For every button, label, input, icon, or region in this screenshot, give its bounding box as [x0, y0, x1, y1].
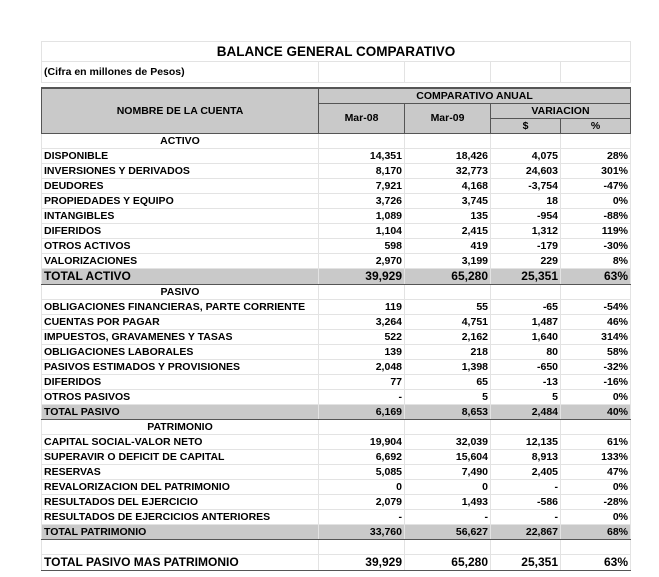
account-label: DEUDORES: [42, 179, 319, 194]
table-row: [42, 510, 631, 525]
value-mar08: 8,170: [319, 164, 405, 179]
account-label: OBLIGACIONES FINANCIERAS, PARTE CORRIENTE: [42, 300, 319, 315]
value-variation: -650: [491, 360, 561, 375]
value-variation: -586: [491, 495, 561, 510]
value-mar09: 56,627: [405, 525, 491, 540]
value-variation: 1,640: [491, 330, 561, 345]
account-label: TOTAL PASIVO: [42, 405, 319, 420]
account-label: CUENTAS POR PAGAR: [42, 315, 319, 330]
value-percent: 28%: [561, 149, 631, 164]
value-variation: 25,351: [491, 269, 561, 285]
table-row: [42, 465, 631, 480]
value-mar08: 119: [319, 300, 405, 315]
table-row: [42, 330, 631, 345]
table-row: [42, 480, 631, 495]
table-row: [42, 239, 631, 254]
value-mar08: 39,929: [319, 555, 405, 571]
table-row: [42, 209, 631, 224]
value-variation: -13: [491, 375, 561, 390]
empty-cell: [491, 540, 561, 555]
table-row: [42, 360, 631, 375]
value-mar09: 65,280: [405, 269, 491, 285]
value-variation: 25,351: [491, 555, 561, 571]
value-mar08: 2,079: [319, 495, 405, 510]
value-mar08: 6,692: [319, 450, 405, 465]
account-label: TOTAL PASIVO MAS PATRIMONIO: [42, 555, 319, 571]
value-mar08: 3,264: [319, 315, 405, 330]
value-percent: 314%: [561, 330, 631, 345]
value-percent: 40%: [561, 405, 631, 420]
header-mar09: Mar-09: [405, 104, 491, 134]
value-variation: 18: [491, 194, 561, 209]
empty-cell: [405, 420, 491, 435]
value-percent: 0%: [561, 390, 631, 405]
value-mar09: 3,745: [405, 194, 491, 209]
value-mar09: 2,415: [405, 224, 491, 239]
empty-cell: [319, 134, 405, 149]
value-mar09: 3,199: [405, 254, 491, 269]
section-header-row: [42, 134, 631, 149]
empty-cell: [491, 420, 561, 435]
value-mar08: 598: [319, 239, 405, 254]
account-label: OTROS ACTIVOS: [42, 239, 319, 254]
value-mar09: 4,168: [405, 179, 491, 194]
value-percent: -16%: [561, 375, 631, 390]
header-variacion: VARIACION: [491, 104, 631, 119]
table-row: [42, 375, 631, 390]
value-mar09: 32,773: [405, 164, 491, 179]
account-label: TOTAL PATRIMONIO: [42, 525, 319, 540]
account-label: OTROS PASIVOS: [42, 390, 319, 405]
account-label: DIFERIDOS: [42, 224, 319, 239]
value-mar08: 2,048: [319, 360, 405, 375]
empty-cell: [561, 134, 631, 149]
value-mar09: 419: [405, 239, 491, 254]
table-row: [42, 450, 631, 465]
value-variation: -179: [491, 239, 561, 254]
value-mar09: 2,162: [405, 330, 491, 345]
table-row: [42, 345, 631, 360]
table-row: [42, 495, 631, 510]
section-header-row: [42, 420, 631, 435]
value-percent: -54%: [561, 300, 631, 315]
account-label: SUPERAVIR O DEFICIT DE CAPITAL: [42, 450, 319, 465]
value-variation: 1,487: [491, 315, 561, 330]
value-mar08: 39,929: [319, 269, 405, 285]
section-title: ACTIVO: [42, 134, 319, 149]
empty-cell: [491, 134, 561, 149]
value-mar08: 1,104: [319, 224, 405, 239]
value-variation: 2,405: [491, 465, 561, 480]
header-pct: %: [561, 119, 631, 134]
value-percent: 46%: [561, 315, 631, 330]
value-variation: -954: [491, 209, 561, 224]
empty-cell: [405, 285, 491, 300]
value-mar09: 7,490: [405, 465, 491, 480]
table-row: [42, 179, 631, 194]
balance-sheet: [41, 41, 631, 571]
account-label: DISPONIBLE: [42, 149, 319, 164]
value-mar08: 139: [319, 345, 405, 360]
value-percent: 0%: [561, 510, 631, 525]
value-mar08: 77: [319, 375, 405, 390]
value-mar09: 218: [405, 345, 491, 360]
value-mar08: 6,169: [319, 405, 405, 420]
value-percent: -30%: [561, 239, 631, 254]
value-percent: 68%: [561, 525, 631, 540]
sheet-title: BALANCE GENERAL COMPARATIVO: [42, 42, 631, 62]
value-variation: 8,913: [491, 450, 561, 465]
value-percent: 0%: [561, 194, 631, 209]
table-row: [42, 194, 631, 209]
value-percent: -28%: [561, 495, 631, 510]
table-row: [42, 315, 631, 330]
empty-cell: [561, 540, 631, 555]
value-mar09: 32,039: [405, 435, 491, 450]
account-label: INTANGIBLES: [42, 209, 319, 224]
value-variation: -65: [491, 300, 561, 315]
empty-cell: [561, 285, 631, 300]
value-mar08: 5,085: [319, 465, 405, 480]
value-percent: 301%: [561, 164, 631, 179]
value-variation: 80: [491, 345, 561, 360]
table-row: [42, 224, 631, 239]
account-label: IMPUESTOS, GRAVAMENES Y TASAS: [42, 330, 319, 345]
value-variation: 24,603: [491, 164, 561, 179]
value-mar09: 5: [405, 390, 491, 405]
account-label: PROPIEDADES Y EQUIPO: [42, 194, 319, 209]
value-mar09: 135: [405, 209, 491, 224]
value-mar09: 65,280: [405, 555, 491, 571]
value-percent: -88%: [561, 209, 631, 224]
value-mar08: 14,351: [319, 149, 405, 164]
value-variation: 2,484: [491, 405, 561, 420]
account-label: REVALORIZACION DEL PATRIMONIO: [42, 480, 319, 495]
value-variation: -3,754: [491, 179, 561, 194]
empty-cell: [319, 285, 405, 300]
account-label: DIFERIDOS: [42, 375, 319, 390]
empty-cell: [405, 134, 491, 149]
section-title: PASIVO: [42, 285, 319, 300]
value-mar09: 55: [405, 300, 491, 315]
header-mar08: Mar-08: [319, 104, 405, 134]
value-mar08: 7,921: [319, 179, 405, 194]
value-percent: 119%: [561, 224, 631, 239]
table-row: [42, 390, 631, 405]
value-mar08: 19,904: [319, 435, 405, 450]
value-percent: 61%: [561, 435, 631, 450]
sheet-subtitle: (Cifra en millones de Pesos): [42, 62, 319, 83]
value-mar09: -: [405, 510, 491, 525]
value-variation: -: [491, 480, 561, 495]
value-percent: 133%: [561, 450, 631, 465]
value-mar08: 2,970: [319, 254, 405, 269]
value-mar08: 1,089: [319, 209, 405, 224]
account-label: RESULTADOS DEL EJERCICIO: [42, 495, 319, 510]
value-variation: 22,867: [491, 525, 561, 540]
value-percent: -32%: [561, 360, 631, 375]
value-percent: 63%: [561, 555, 631, 571]
value-percent: 58%: [561, 345, 631, 360]
total-row: [42, 525, 631, 540]
total-row: [42, 405, 631, 420]
value-mar09: 0: [405, 480, 491, 495]
table-row: [42, 149, 631, 164]
empty-cell: [491, 285, 561, 300]
value-mar09: 65: [405, 375, 491, 390]
value-mar09: 4,751: [405, 315, 491, 330]
header-abs: $: [491, 119, 561, 134]
empty-cell: [319, 420, 405, 435]
value-mar08: 3,726: [319, 194, 405, 209]
value-variation: 1,312: [491, 224, 561, 239]
account-label: INVERSIONES Y DERIVADOS: [42, 164, 319, 179]
value-mar08: -: [319, 390, 405, 405]
value-mar09: 1,493: [405, 495, 491, 510]
grand-total-row: [42, 555, 631, 571]
value-mar09: 8,653: [405, 405, 491, 420]
value-percent: 0%: [561, 480, 631, 495]
account-label: VALORIZACIONES: [42, 254, 319, 269]
value-variation: 5: [491, 390, 561, 405]
value-percent: 63%: [561, 269, 631, 285]
value-mar08: -: [319, 510, 405, 525]
table-row: [42, 300, 631, 315]
value-variation: 229: [491, 254, 561, 269]
header-account-name: NOMBRE DE LA CUENTA: [42, 88, 319, 134]
empty-cell: [42, 540, 319, 555]
table-row: [42, 435, 631, 450]
value-mar09: 18,426: [405, 149, 491, 164]
account-label: CAPITAL SOCIAL-VALOR NETO: [42, 435, 319, 450]
account-label: OBLIGACIONES LABORALES: [42, 345, 319, 360]
value-variation: 12,135: [491, 435, 561, 450]
value-mar08: 33,760: [319, 525, 405, 540]
value-variation: -: [491, 510, 561, 525]
value-variation: 4,075: [491, 149, 561, 164]
value-percent: -47%: [561, 179, 631, 194]
value-percent: 47%: [561, 465, 631, 480]
account-label: TOTAL ACTIVO: [42, 269, 319, 285]
empty-cell: [561, 420, 631, 435]
value-mar08: 522: [319, 330, 405, 345]
balance-table: [41, 41, 631, 571]
section-header-row: [42, 285, 631, 300]
value-mar09: 15,604: [405, 450, 491, 465]
table-row: [42, 254, 631, 269]
account-label: RESULTADOS DE EJERCICIOS ANTERIORES: [42, 510, 319, 525]
empty-cell: [405, 540, 491, 555]
total-row: [42, 269, 631, 285]
empty-cell: [319, 540, 405, 555]
table-row: [42, 164, 631, 179]
section-title: PATRIMONIO: [42, 420, 319, 435]
header-comparativo: COMPARATIVO ANUAL: [319, 88, 631, 104]
value-percent: 8%: [561, 254, 631, 269]
value-mar09: 1,398: [405, 360, 491, 375]
value-mar08: 0: [319, 480, 405, 495]
account-label: RESERVAS: [42, 465, 319, 480]
account-label: PASIVOS ESTIMADOS Y PROVISIONES: [42, 360, 319, 375]
